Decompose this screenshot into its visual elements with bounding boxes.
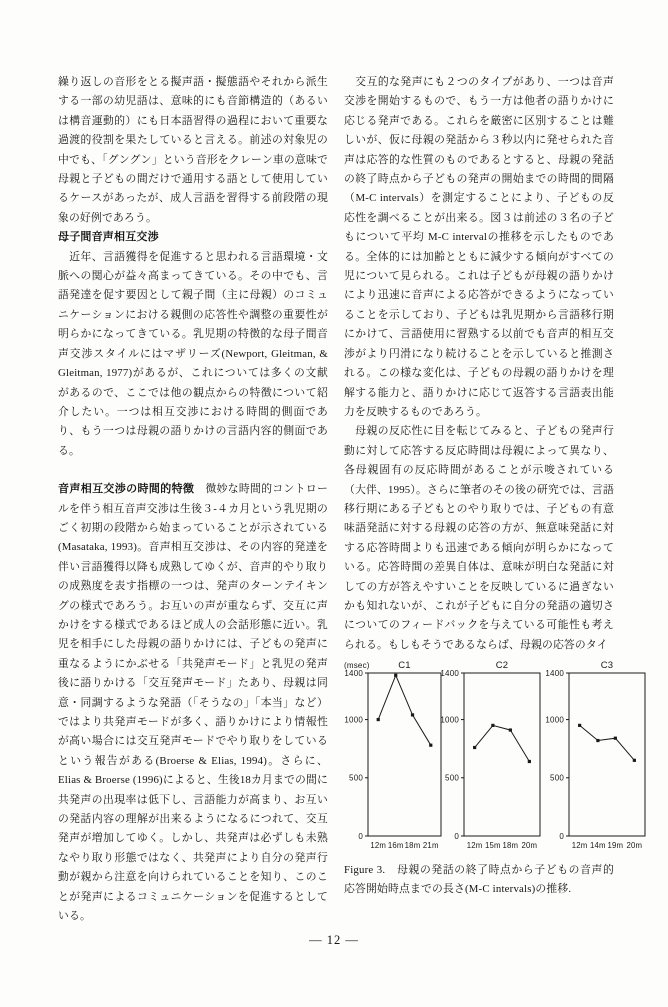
svg-text:500: 500 <box>349 773 363 783</box>
svg-text:12m: 12m <box>571 841 588 851</box>
svg-text:1400: 1400 <box>545 668 564 678</box>
svg-text:1000: 1000 <box>440 715 459 725</box>
svg-text:1000: 1000 <box>545 715 564 725</box>
section-heading-mother-child-interaction: 母子間音声相互交渉 <box>58 231 159 244</box>
paragraph-language-environment: 近年、言語獲得を促進すると思われる言語環境・文脈への関心が益々高まってきている。その中でも、言語発達を促す要因として親子間（主に母親）のコミュニケーションにおける親側の応答性や調整の重要性が明らかになってきている。乳児期の特徴的な母子間音声交渉スタイルにはマザリーズ(Newport, Gleitman, & Gleitman, 1977)があるが、これについては多くの文献があるので、ここでは他の観点からの特徴について紹介したい。一つは相互交渉における時間的側面であり、もう一つは母親の語りかけの言語内容的側面である。 <box>58 250 328 457</box>
svg-text:12m: 12m <box>370 841 387 851</box>
page-number: — 12 — <box>309 933 359 947</box>
paragraph-continuation: 繰り返しの音形をとる擬声語・擬態語やそれから派生する一部の幼児語は、意味的にも音節構造的（あるいは構音運動的）にも日本語習得の過程において重要な過渡的役割を果たしていると言える。前述の対象児の中でも、「グングン」という音形をクレーン車の意味で母親と子どもの間だけで通用する語として使用しているケースがあったが、成人言語を習得する前段階の現象の好例であろう。 <box>58 76 328 224</box>
line-chart-c2 <box>440 660 540 850</box>
figure-caption: Figure 3. 母親の発話の終了時点から子どもの音声的応答開始時点までの長さ(M-C intervals)の推移. <box>344 864 614 895</box>
svg-text:C2: C2 <box>495 660 509 672</box>
svg-text:19m: 19m <box>607 841 624 851</box>
svg-text:21m: 21m <box>422 841 439 851</box>
svg-text:C3: C3 <box>600 660 614 672</box>
two-column-layout <box>58 73 668 926</box>
paragraph-temporal-features <box>58 480 328 926</box>
paragraph-vocal-types: 交互的な発声にも２つのタイプがあり、一つは音声交渉を開始するもので、もう一方は他者の語りかけに応じる発声である。これらを厳密に区別することは難しいが、仮に母親の発話から３秒以内に発せられた音声は応答的な性質のものであるとすると、母親の発話の終了時点から子どもの発声の開始までの時間的間隔（M-C intervals）を測定することにより、子どもの反応性を調べることが出来る。図３は前述の３名の子どもについて平均 M-C intervalの推移を示したものである。全体的には加齢とともに減少する傾向がすべての児について見られる。これは子どもが母親の語りかけにより迅速に音声による応答ができるようになっていることを示しており、子どもは乳児期から言語移行期にかけて、言語使用に習熟する以前でも音声的相互交渉がより円滑になり続けることを示していると推測される。この様な変化は、子どもの母親の語りかけを理解する能力と、語りかけに応じて返答する言語表出能力を反映するものであろう。 <box>344 76 614 418</box>
data-line <box>378 676 431 746</box>
svg-text:0: 0 <box>454 831 459 841</box>
right-column <box>344 73 643 926</box>
svg-text:1400: 1400 <box>344 668 363 678</box>
svg-text:(msec): (msec) <box>344 661 370 671</box>
svg-text:16m: 16m <box>387 841 404 851</box>
run-in-heading-temporal-features: 音声相互交渉の時間的特徴 <box>58 483 195 496</box>
paragraph-mother-responsiveness: 母親の反応性に目を転じてみると、子どもの発声行動に対して応答する反応時間は母親によって異なり、各母親固有の反応時間があることが示唆されている（大伴、1995）。さらに筆者のその後の研究では、言語移行期にある子どもとのやり取りでは、子どもの有意味語発話に対する母親の応答の方が、無意味発話に対する応答時間よりも迅速である傾向が明らかになっている。応答時間の差異自体は、意味が明白な発話に対しての方が答えやすいことを反映しているに過ぎないかも知れないが、これが子どもに自分の発語の適切さについてのフィードバックを与えている可能性も考えられる。もしもそうであるならば、母親の応答のタイ <box>344 425 614 651</box>
svg-text:0: 0 <box>559 831 564 841</box>
svg-text:20m: 20m <box>626 841 643 851</box>
figure-3 <box>344 659 643 898</box>
line-chart-c1 <box>344 660 441 850</box>
svg-text:18m: 18m <box>404 841 421 851</box>
svg-text:12m: 12m <box>466 841 483 851</box>
line-chart-c3 <box>545 660 645 850</box>
svg-text:15m: 15m <box>484 841 501 851</box>
svg-text:C1: C1 <box>398 660 411 672</box>
svg-text:0: 0 <box>358 831 363 841</box>
svg-text:500: 500 <box>445 773 459 783</box>
svg-text:1400: 1400 <box>440 668 459 678</box>
data-line <box>475 726 530 762</box>
figure-charts <box>344 659 643 853</box>
paragraph-temporal-features-text: 微妙な時間的コントロールを伴う相互音声交渉は生後３-４カ月という乳児期のごく初期の段階から始まっていることが示されている(Masataka, 1993)。音声相互交渉は、その内容的発達を伴い言語獲得以降も成熟してゆくが、音声的やり取りの成熟度を表す指標の一つは、発声のターンテイキングの様式であろう。お互いの声が重ならず、交互に声かけをする様式であるほど成人の会話形態に近い。乳児を相手にした母親の語りかけには、子どもの発声に重なるようにかぶせる「共発声モード」と乳児の発声後に語りかける「交互発声モード」たあり、母親は同意・同調するような発語（「そうなの」「本当」など）ではより共発声モードが多く、語りかけにより情報性が高い場合には交互発声モードでやり取りをしているという報告がある(Broerse & Elias, 1994)。さらに、Elias & Broerse (1996)によると、生後18カ月までの間に共発声の出現率は低下し、言語能力が高まり、お互いの発話内容の理解が出来るようになるにつれて、交互発声が増加してゆく。しかし、共発声は必ずしも未熟なやり取り形態ではなく、共発声により自分の発声行動が親から注意を向けられていることを知り、このことが発声によるコミュニケーションを促進するとしている。 <box>58 483 328 923</box>
svg-text:14m: 14m <box>589 841 606 851</box>
svg-text:20m: 20m <box>521 841 538 851</box>
svg-text:18m: 18m <box>502 841 519 851</box>
data-line <box>580 726 635 761</box>
svg-text:1000: 1000 <box>344 715 363 725</box>
svg-text:500: 500 <box>550 773 564 783</box>
mc-intervals-charts <box>344 659 648 853</box>
left-column <box>58 73 328 926</box>
